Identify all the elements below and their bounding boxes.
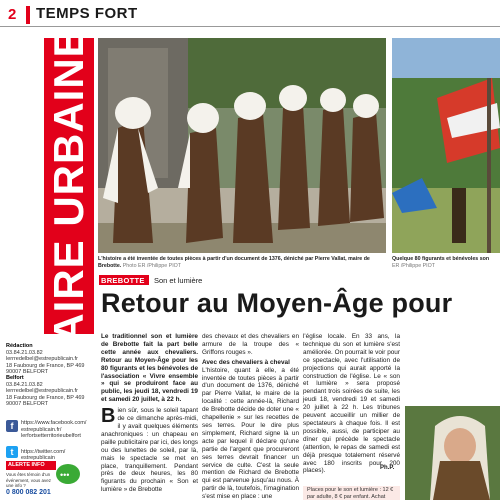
alerte-info-badge: ALERTE INFO: [6, 461, 56, 470]
dots-icon: •••: [60, 470, 70, 480]
redaction-line: 90007 BELFORT: [6, 369, 49, 376]
belfort-line: 90007 BELFORT: [6, 401, 49, 408]
redaction-info: [6, 343, 96, 376]
caption-text: L'histoire a été inventée de toutes pièces à partir d'un document de 1376, déniché par Pierre Vallat, maire de Brebotte.: [98, 256, 370, 269]
author-signature: Ph.P.: [380, 465, 395, 471]
caption-flag: [392, 256, 500, 270]
photo-credit: Photo ER /Philippe PIOT: [122, 262, 182, 269]
kicker-subtitle: Son et lumière: [154, 276, 203, 285]
phone-number[interactable]: 0 800 082 201: [6, 489, 51, 496]
alerte-info-text: Vous êtes témoin d'un événement, vous avez une info ?: [6, 472, 52, 488]
drop-cap: B: [101, 405, 116, 428]
twitter-url[interactable]: https://twitter.com/ estrepublicain: [21, 448, 66, 461]
article-column-3: [303, 333, 400, 475]
redaction-line: 18 Faubourg de France, BP 469: [6, 362, 85, 369]
facebook-icon: f: [6, 420, 18, 432]
photo-flag: [392, 38, 500, 253]
caption-procession: [98, 256, 388, 270]
redaction-title: Rédaction: [6, 343, 33, 349]
flag-image: [392, 38, 500, 253]
article-lead: Le traditionnel son et lumière de Brebotte fait la part belle cette année aux chevaliers. Retour au Moyen-Âge pour les 80 figurants et les bénévoles de l'association « Vivre ensemble » qui se produiront face au public, les jeudi 18, vendredi 19 et samedi 20 juillet, à 22 h.: [101, 333, 198, 404]
belfort-line: lerrredelbel@estrepublicain.fr: [6, 388, 78, 395]
article-body: des chevaux et des chevaliers en armure de la troupe des « Griffons rouges ».: [202, 333, 299, 356]
page-number: 2: [8, 6, 17, 23]
belfort-title: Belfort: [6, 375, 24, 381]
photo-credit: ER /Philippe PIOT: [392, 262, 435, 269]
header-divider: [0, 26, 500, 27]
facebook-url[interactable]: https://www.facebook.com/ estrepublicain.fr/ lerfortsetterritorieubelfort: [21, 420, 87, 439]
article-body: L'histoire, quant à elle, a été inventée de toutes pièces à partir d'un document de 1376, déniché par Pierre Vallat, le maire de la localité : cette année-là, Richard de Brebotte décide de doter une « chapellenie » sur les recettes de ses terres. Pour le dire plus simplement, Richard signe là un acte par lequel il déclare qu'une partie de l'argent que procureront ses terres devrait financer un service de culte. C'est la seule mention de Richard de Brebotte qui est parvenue jusqu'au nous. À partir de là, toutefois, l'imagination s'est mise en place : une: [202, 366, 299, 501]
photo-procession: [98, 38, 386, 253]
belfort-line: 18 Faubourg de France, BP 469: [6, 394, 85, 401]
facebook-link[interactable]: [6, 420, 98, 442]
article-subhead: Avec des chevaliers à cheval: [202, 358, 290, 366]
section-title: TEMPS FORT: [36, 5, 138, 22]
kicker-label: BREBOTTE: [101, 276, 145, 285]
twitter-icon: t: [6, 446, 18, 458]
headline: Retour au Moyen-Âge pour: [101, 288, 453, 318]
band-title: AIRE URBAINE: [45, 28, 92, 344]
belfort-info: [6, 375, 96, 408]
redaction-line: lerrredelbel@estrepublicain.fr: [6, 356, 78, 363]
practical-info-text: Places pour le son et lumière : 12 € par adulte, 8 € par enfant. Achat: [307, 487, 394, 500]
article-body: ien sûr, sous le soleil tapant de ce dimanche après-midi, il y avait quelques éléments anachroniques : un chapeau en paille publicitaire par ici, des longs ou des lunettes de soleil, par là, mais le spectacle se met en place, tranquillement. Pendant près de deux heures, les 80 figurants du prochain « Son et lumière » de Brebotte: [101, 407, 198, 494]
procession-image: [98, 38, 386, 253]
article-column-1: [101, 333, 198, 494]
portrait-image: [405, 406, 500, 500]
article-column-2: [202, 333, 299, 501]
caption-text: Quelque 80 figurants et bénévoles son: [392, 256, 490, 262]
belfort-line: 03.84.21.03.82: [6, 381, 43, 388]
photo-portrait: [405, 406, 500, 500]
article-body: l'église locale. En 33 ans, la technique du son et lumière s'est améliorée. On pourrait le voir pour ce spectacle, avec l'utilisation de projections qui aurait apporté la construction de l'église. Le « son et lumière » sera proposé pendant trois soirées de suite, les jeudi 18, vendredi 19 et samedi 20 juillet à 22 h. Les tribunes peuvent accueillir un millier de spectateurs à chaque fois. Il est possible, aussi, de participer au dîner qui précède le spectacle (attention, le repas de samedi est déjà presque totalement réservé avec 180 inscrits pour 200 places).: [303, 333, 400, 475]
redaction-line: 03.84.21.03.82: [6, 349, 43, 356]
header-accent-bar: [26, 6, 30, 24]
